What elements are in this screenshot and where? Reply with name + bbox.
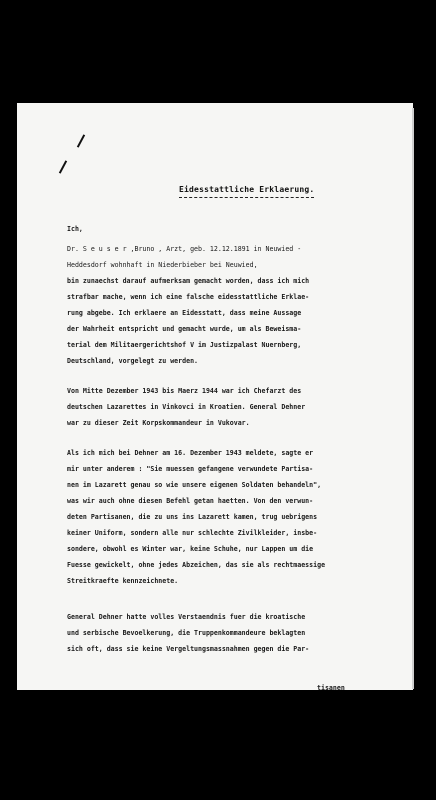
text-line: General Dehner hatte volles Verstaendnis fuer die kroatische bbox=[67, 613, 306, 621]
text-line: sondere, obwohl es Winter war, keine Schuhe, nur Lappen um die bbox=[67, 545, 314, 553]
text-line: deutschen Lazarettes in Vinkovci in Kroatien. General Dehner bbox=[67, 403, 306, 411]
text-line: keiner Uniform, sondern alle nur schlechte Zivilkleider, insbe- bbox=[67, 529, 318, 537]
text-line: Deutschland, vorgelegt zu werden. bbox=[67, 357, 199, 365]
page-edge-shadow bbox=[412, 108, 414, 689]
text-line: nen im Lazarett genau so wie unsere eigenen Soldaten behandeln", bbox=[67, 481, 322, 489]
paragraph-2 bbox=[67, 383, 393, 431]
paragraph-gap bbox=[67, 589, 393, 609]
text-line: Heddesdorf wohnhaft in Niederbieber bei Neuwied, bbox=[67, 261, 258, 269]
text-line: Von Mitte Dezember 1943 bis Maerz 1944 war ich Chefarzt des bbox=[67, 387, 302, 395]
text-line: Dr. S e u s e r ,Bruno , Arzt, geb. 12.12.1891 in Neuwied - bbox=[67, 245, 302, 253]
text-line: der Wahrheit entspricht und gemacht wurde, um als Beweisma- bbox=[67, 325, 302, 333]
title-underline bbox=[179, 197, 314, 198]
document-title: Eidesstattliche Erklaerung. bbox=[179, 185, 315, 194]
text-line: terial dem Militaergerichtshof V im Justizpalast Nuernberg, bbox=[67, 341, 302, 349]
text-line: strafbar mache, wenn ich eine falsche eidesstattliche Erklae- bbox=[67, 293, 310, 301]
text-line: Streitkraefte kennzeichnete. bbox=[67, 577, 179, 585]
text-line: mir unter anderem : "Sie muessen gefangene verwundete Partisa- bbox=[67, 465, 314, 473]
text-line: rung abgebe. Ich erklaere an Eidesstatt, dass meine Aussage bbox=[67, 309, 302, 317]
text-line: Als ich mich bei Dehner am 16. Dezember 1943 meldete, sagte er bbox=[67, 449, 314, 457]
opening-line: Ich, bbox=[67, 225, 83, 233]
text-line: was wir auch ohne diesen Befehl getan haetten. Von den verwun- bbox=[67, 497, 314, 505]
continuation-word: tisanen bbox=[317, 684, 345, 690]
document-page bbox=[17, 103, 413, 690]
text-line: bin zunaechst darauf aufmerksam gemacht worden, dass ich mich bbox=[67, 277, 310, 285]
text-line: deten Partisanen, die zu uns ins Lazarett kamen, trug uebrigens bbox=[67, 513, 318, 521]
text-line: sich oft, dass sie keine Vergeltungsmassnahmen gegen die Par- bbox=[67, 645, 310, 653]
paragraph-4 bbox=[67, 609, 393, 657]
paragraph-1 bbox=[67, 241, 393, 369]
paragraph-gap bbox=[67, 431, 393, 445]
text-line: Fuesse gewickelt, ohne jedes Abzeichen, das sie als rechtmaessige bbox=[67, 561, 326, 569]
paragraph-gap bbox=[67, 369, 393, 383]
document-body bbox=[67, 221, 393, 657]
text-line: war zu dieser Zeit Korpskommandeur in Vukovar. bbox=[67, 419, 250, 427]
paragraph-3 bbox=[67, 445, 393, 589]
text-line: und serbische Bevoelkerung, die Truppenkommandeure beklagten bbox=[67, 629, 306, 637]
